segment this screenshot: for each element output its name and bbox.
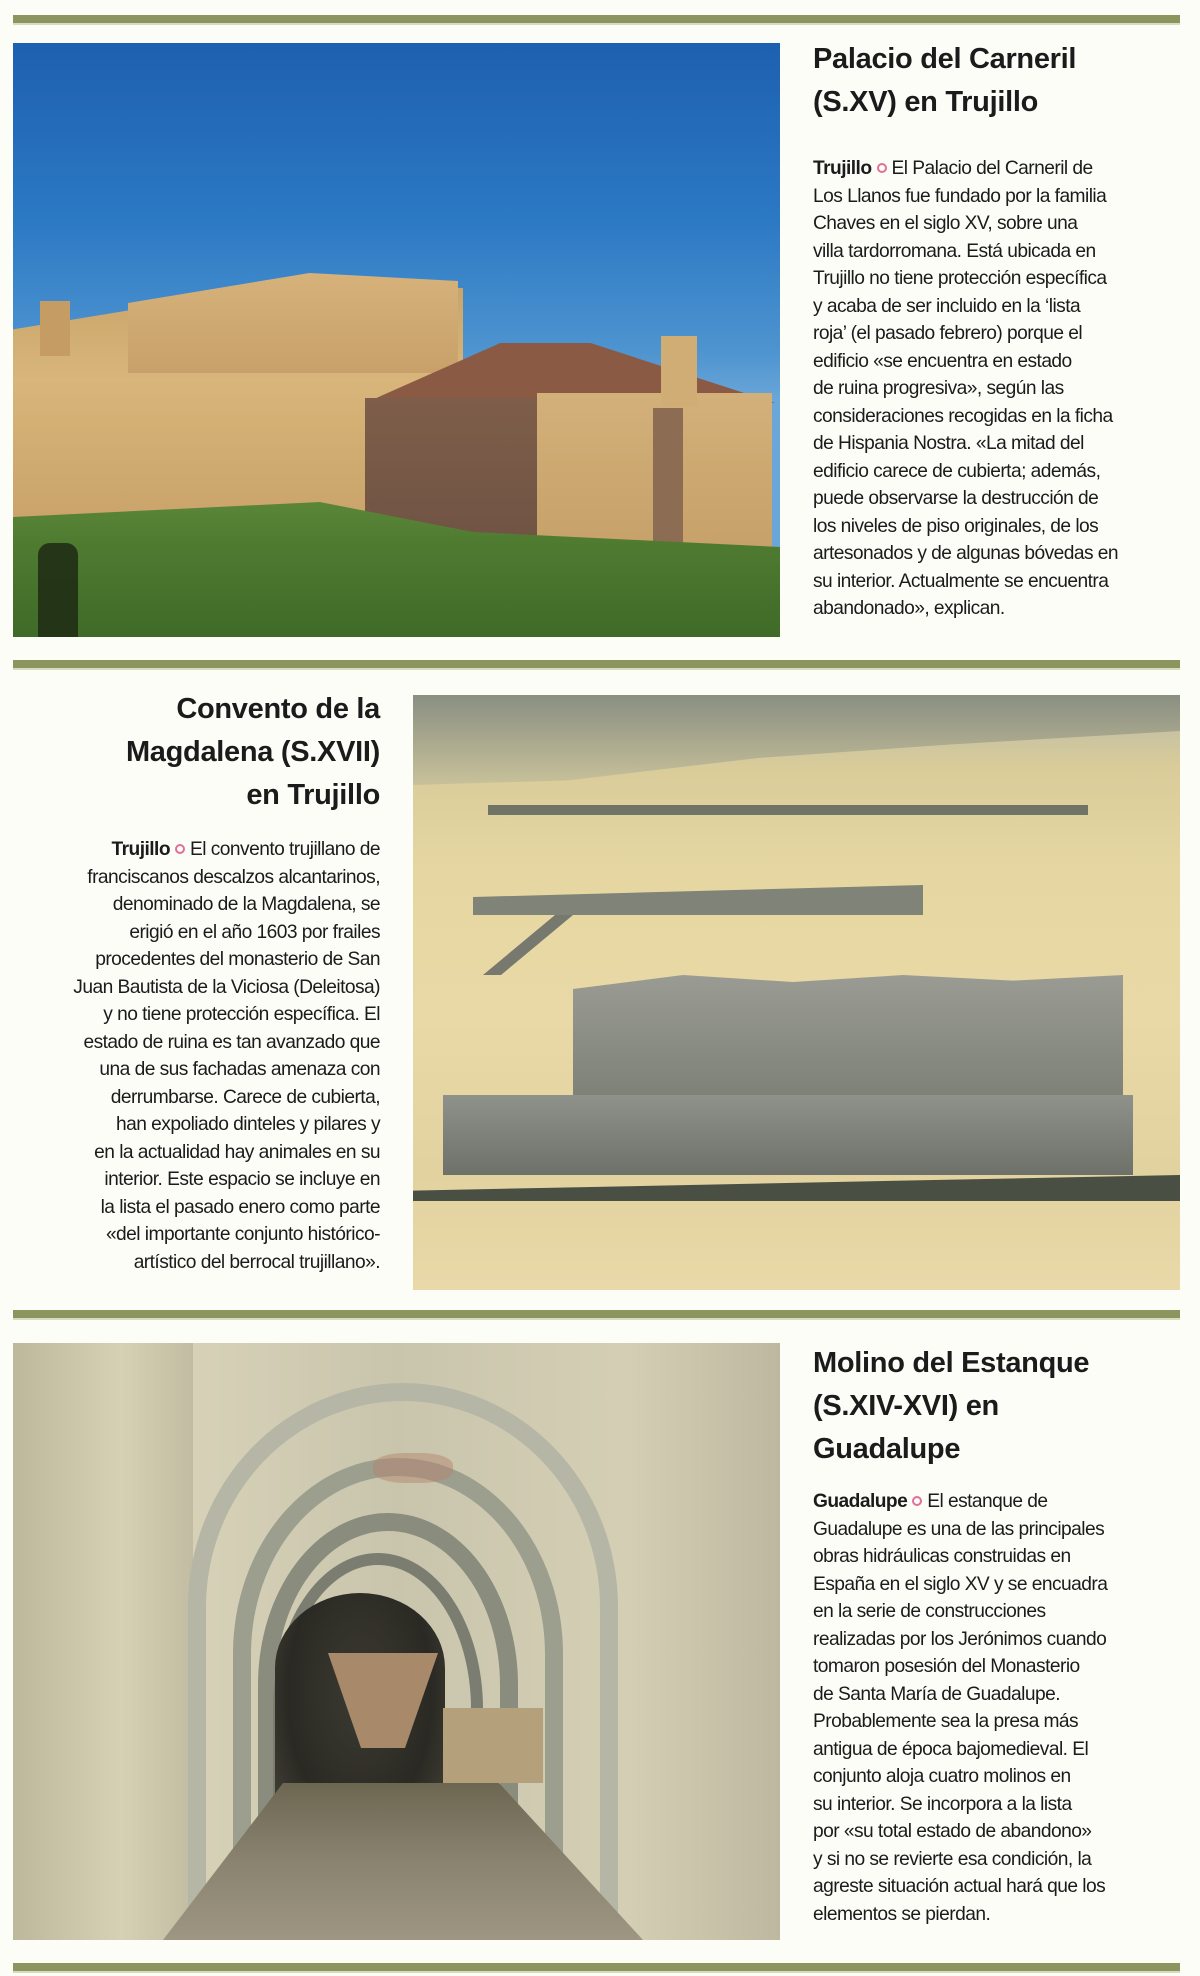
body-line: Juan Bautista de la Viciosa (Deleitosa): [73, 976, 380, 998]
article-body-1: [813, 155, 1188, 623]
body-line: artístico del berrocal trujillano».: [133, 1251, 380, 1273]
mill-tunnel-photo: [13, 1343, 780, 1940]
title-line: (S.XIV-XVI) en: [813, 1390, 999, 1422]
body-line: procedentes del monasterio de San: [95, 949, 380, 970]
body-line: franciscanos descalzos alcantarinos,: [87, 866, 380, 888]
title-line: Convento de la: [176, 693, 380, 725]
photographer-shadow: [38, 543, 78, 637]
body-line: y si no se revierte esa condición, la: [813, 1848, 1092, 1870]
body-line: en la serie de construcciones: [813, 1601, 1046, 1622]
body-line: antigua de época bajomedieval. El: [813, 1738, 1089, 1760]
location-lead: Trujillo: [111, 839, 171, 860]
article-title-1: [813, 38, 1183, 124]
body-line: erigió en el año 1603 por frailes: [129, 921, 380, 943]
body-line: de Santa María de Guadalupe.: [813, 1683, 1061, 1705]
body-line: tomaron posesión del Monasterio: [813, 1656, 1080, 1677]
body-line: de ruina progresiva», según las: [813, 378, 1064, 399]
wooden-box: [443, 1708, 543, 1783]
body-line: Chaves en el siglo XV, sobre una: [813, 213, 1078, 234]
location-lead: Guadalupe: [813, 1491, 908, 1512]
title-line: Magdalena (S.XVII): [125, 736, 380, 768]
palace-upper-wall: [128, 273, 458, 373]
stone-wall-line: [413, 1175, 1180, 1201]
body-line: abandonado», explican.: [813, 598, 1005, 619]
ring-bullet-icon: [877, 163, 887, 173]
tunnel-side-wall: [13, 1343, 193, 1940]
body-line: la lista el pasado enero como parte: [100, 1196, 380, 1218]
body-line: artesonados y de algunas bóvedas en: [813, 543, 1119, 564]
body-line: estado de ruina es tan avanzado que: [83, 1031, 380, 1053]
section-divider-bottom: [13, 1963, 1180, 1971]
body-line: villa tardorromana. Está ubicada en: [813, 240, 1096, 262]
body-line: realizadas por los Jerónimos cuando: [813, 1628, 1107, 1650]
body-line: y no tiene protección específica. El: [103, 1004, 380, 1025]
body-line: agreste situación actual hará que los: [813, 1876, 1106, 1897]
rocky-hills: [413, 695, 1180, 785]
body-line: Guadalupe El estanque de: [813, 1491, 1048, 1512]
article-body-2: [8, 836, 380, 1276]
body-line: de Hispania Nostra. «La mitad del: [813, 433, 1084, 454]
field-wall: [483, 915, 573, 975]
body-line: obras hidráulicas construidas en: [813, 1546, 1071, 1567]
body-line: Probablemente sea la presa más: [813, 1711, 1079, 1732]
body-line: Trujillo El Palacio del Carneril de: [813, 158, 1093, 179]
chimney: [661, 336, 697, 406]
body-line: Los Llanos fue fundado por la familia: [813, 185, 1107, 207]
body-line: España en el siglo XV y se encuadra: [813, 1573, 1108, 1595]
body-line: Trujillo El convento trujillano de: [111, 839, 380, 860]
body-line: conjunto aloja cuatro molinos en: [813, 1766, 1071, 1787]
body-line: los niveles de piso originales, de los: [813, 515, 1099, 537]
body-line: han expoliado dinteles y pilares y: [116, 1114, 380, 1135]
body-line: Guadalupe es una de las principales: [813, 1518, 1105, 1540]
body-line: puede observarse la destrucción de: [813, 488, 1099, 509]
body-line: consideraciones recogidas en la ficha: [813, 405, 1113, 427]
ruined-front-wall: [443, 1095, 1133, 1175]
ring-bullet-icon: [175, 844, 185, 854]
body-line: derrumbarse. Carece de cubierta,: [110, 1086, 380, 1108]
article-body-3: [813, 1488, 1188, 1928]
body-line: edificio carece de cubierta; además,: [813, 460, 1101, 482]
title-line: Guadalupe: [813, 1433, 961, 1465]
body-line: por «su total estado de abandono»: [813, 1821, 1092, 1842]
ruined-walls: [573, 975, 1123, 1115]
location-lead: Trujillo: [813, 158, 872, 179]
body-line: elementos se pierdan.: [813, 1903, 991, 1925]
article-title-3: [813, 1342, 1183, 1471]
body-line: una de sus fachadas amenaza con: [99, 1059, 380, 1080]
field-wall: [488, 805, 1088, 815]
section-divider-1: [13, 660, 1180, 668]
body-line: denominado de la Magdalena, se: [112, 894, 380, 915]
palace-photo: [13, 43, 780, 637]
title-line: en Trujillo: [246, 779, 380, 811]
body-line: su interior. Actualmente se encuentra: [813, 570, 1109, 592]
body-line: edificio «se encuentra en estado: [813, 350, 1072, 372]
section-divider-top: [13, 15, 1180, 23]
body-line: Trujillo no tiene protección específica: [813, 268, 1107, 289]
body-line: roja’ (el pasado febrero) porque el: [813, 323, 1083, 344]
body-line: y acaba de ser incluido en la ‘lista: [813, 295, 1081, 317]
field-wall: [473, 885, 923, 915]
title-line: Palacio del Carneril: [813, 43, 1077, 75]
body-line: en la actualidad hay animales en su: [94, 1141, 380, 1163]
ring-bullet-icon: [912, 1496, 922, 1506]
chimney: [40, 301, 70, 356]
title-line: Molino del Estanque: [813, 1347, 1090, 1379]
body-line: «del importante conjunto histórico-: [105, 1224, 380, 1245]
title-line: (S.XV) en Trujillo: [813, 86, 1039, 118]
article-title-2: [20, 688, 380, 817]
section-divider-2: [13, 1310, 1180, 1318]
wall-stain: [373, 1453, 453, 1483]
body-line: su interior. Se incorpora a la lista: [813, 1793, 1072, 1815]
body-line: interior. Este espacio se incluye en: [104, 1169, 380, 1190]
convent-ruins-photo: [413, 695, 1180, 1290]
